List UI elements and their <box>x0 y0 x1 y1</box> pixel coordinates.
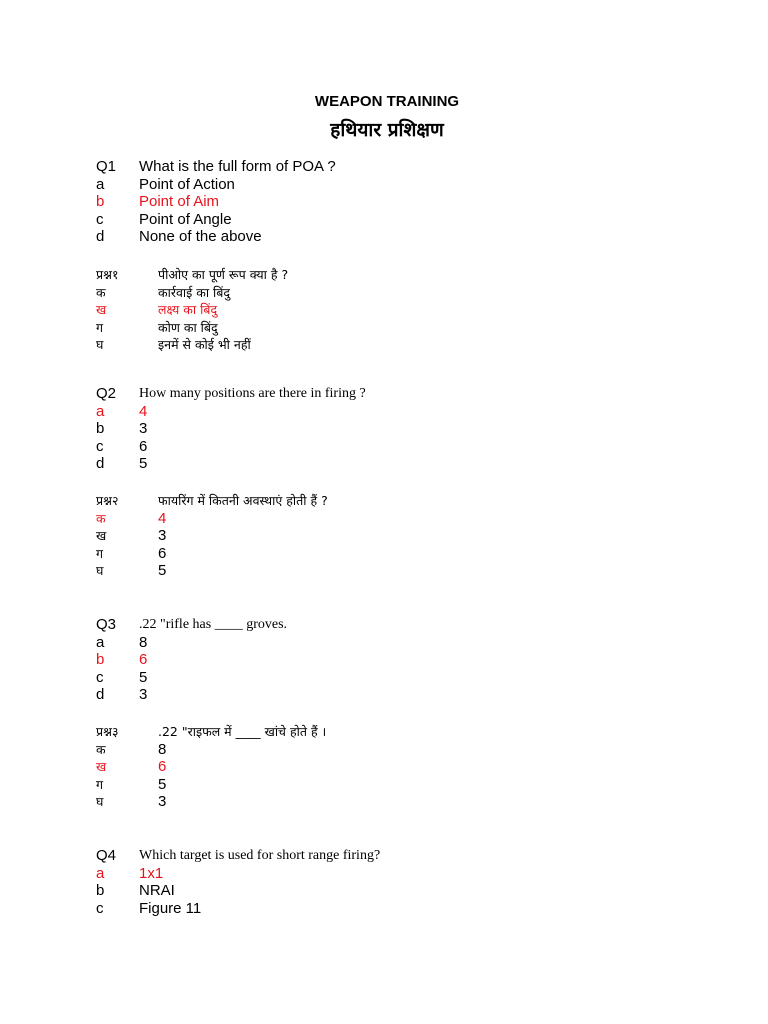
option-label: b <box>96 420 105 438</box>
option-label: c <box>96 899 104 917</box>
option-label: a <box>96 633 105 651</box>
option-text: 3 <box>158 527 167 545</box>
option-text: 6 <box>139 651 148 669</box>
option-text: 5 <box>139 668 148 686</box>
option-text: 1x1 <box>139 864 164 882</box>
option-text: 5 <box>158 562 167 580</box>
option-text: 8 <box>158 740 167 758</box>
option-label: ख <box>96 528 107 544</box>
option-text: None of the above <box>139 228 262 246</box>
question-number: Q3 <box>96 616 117 633</box>
document-title-english: WEAPON TRAINING <box>314 93 460 110</box>
option-label: ग <box>96 545 104 561</box>
option-text: 3 <box>158 793 167 811</box>
option-label: ख <box>96 302 107 318</box>
question-number: प्रश्न१ <box>96 267 119 282</box>
option-text: 4 <box>139 402 148 420</box>
option-text: कार्रवाई का बिंदु <box>158 284 231 300</box>
option-label: ग <box>96 319 104 335</box>
option-text: Point of Aim <box>139 193 220 211</box>
option-label: b <box>96 193 105 211</box>
question-text: How many positions are there in firing ? <box>139 386 366 401</box>
option-label: c <box>96 668 104 686</box>
option-label: b <box>96 882 105 900</box>
option-text: 6 <box>139 437 148 455</box>
option-text: 3 <box>139 420 148 438</box>
option-text: लक्ष्य का बिंदु <box>158 302 218 318</box>
option-label: c <box>96 437 104 455</box>
option-label: घ <box>96 563 104 579</box>
option-label: d <box>96 686 105 704</box>
question-number: Q2 <box>96 385 117 402</box>
option-label: घ <box>96 794 104 810</box>
question-text: .22 "राइफल में ____ खांचे होते हैं । <box>158 724 327 739</box>
option-text: 3 <box>139 686 148 704</box>
option-label: c <box>96 210 104 228</box>
option-label: ग <box>96 776 104 792</box>
option-text: 5 <box>158 775 167 793</box>
option-label: a <box>96 402 105 420</box>
question-text: Which target is used for short range firing? <box>139 848 381 863</box>
option-label: घ <box>96 337 104 353</box>
option-label: क <box>96 284 106 300</box>
option-label: a <box>96 175 105 193</box>
option-text: कोण का बिंदु <box>158 319 218 335</box>
option-text: NRAI <box>139 882 175 900</box>
option-label: b <box>96 651 105 669</box>
question-text: फायरिंग में कितनी अवस्थाएं होती हैं ? <box>158 493 328 508</box>
question-text: .22 "rifle has ____ groves. <box>139 617 288 632</box>
option-label: ख <box>96 759 107 775</box>
question-text: What is the full form of POA ? <box>139 158 336 175</box>
option-text: 4 <box>158 509 167 527</box>
option-text: Point of Action <box>139 175 235 193</box>
option-text: Point of Angle <box>139 210 232 228</box>
option-text: 8 <box>139 633 148 651</box>
question-number: Q1 <box>96 158 117 175</box>
option-text: Figure 11 <box>139 899 202 917</box>
option-label: क <box>96 510 106 526</box>
question-text: पीओए का पूर्ण रूप क्या है ? <box>158 267 289 282</box>
option-text: 6 <box>158 544 167 562</box>
option-text: इनमें से कोई भी नहीं <box>158 337 251 353</box>
question-number: प्रश्न२ <box>96 493 119 508</box>
question-number: Q4 <box>96 847 117 864</box>
option-label: a <box>96 864 105 882</box>
option-text: 5 <box>139 455 148 473</box>
document-title-hindi: हथियार प्रशिक्षण <box>330 119 444 141</box>
option-label: क <box>96 741 106 757</box>
question-number: प्रश्न३ <box>96 724 119 739</box>
option-label: d <box>96 228 105 246</box>
option-text: 6 <box>158 758 167 776</box>
option-label: d <box>96 455 105 473</box>
